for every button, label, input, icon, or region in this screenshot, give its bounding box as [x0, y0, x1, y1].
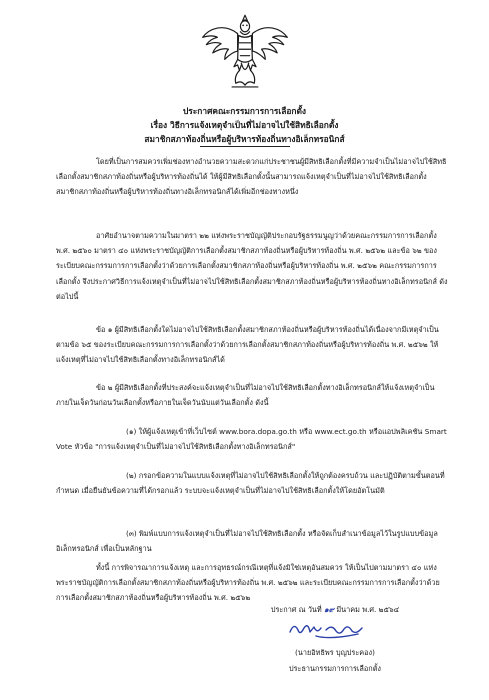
- signer-title: ประธานกรรมการการเลือกตั้ง: [288, 664, 381, 673]
- title-divider: [200, 146, 290, 147]
- garuda-emblem-icon: [199, 6, 291, 98]
- preamble-paragraph: โดยที่เป็นการสมควรเพิ่มช่องทางอำนวยความสะดวกแก่ประชาชนผู้มีสิทธิเลือกตั้งที่มีความจำเป็นไม่อาจไปใช้สิทธิเลือกตั้งสมาชิกสภาท้องถิ่นหรือผู้บริหารท้องถิ่นได้ ให้ผู้มีสิทธิเลือกตั้งนั้นสามารถแจ้งเหตุจำเป็นที่ไม่อาจไปใช้สิทธิเลือกตั้งสมาชิกสภาท้องถิ่นหรือผู้บริหารท้องถิ่นทางอิเล็กทรอนิกส์ได้เพิ่มอีกช่องทางหนึ่ง: [56, 157, 447, 197]
- date-day: ๑๙: [324, 605, 335, 614]
- clause-1: ข้อ ๑ ผู้มีสิทธิเลือกตั้งใดไม่อาจไปใช้สิทธิเลือกตั้งสมาชิกสภาท้องถิ่นหรือผู้บริหารท้องถิ่นได้เนื่องจากมีเหตุจำเป็นตามข้อ ๖๕ ของระเบียบคณะกรรมการการเลือกตั้งว่าด้วยการเลือกตั้งสมาชิกสภาท้องถิ่นหรือผู้บริหารท้องถิ่น พ.ศ. ๒๕๖๒ ให้แจ้งเหตุที่ไม่อาจไปใช้สิทธิเลือกตั้งทางอิเล็กทรอนิกส์ได้: [56, 325, 439, 365]
- handwritten-signature: [286, 618, 372, 642]
- clause-2-item-1: (๑) ให้ผู้แจ้งเหตุเข้าที่เว็บไซต์ www.bora.dopa.go.th หรือ www.ect.go.th หรือแอปพลิเคชัน Smart Vote หัวข้อ "การแจ้งเหตุจำเป็นที่ไม่อาจไปใช้สิทธิเลือกตั้งทางอิเล็กทรอนิกส์": [56, 427, 447, 452]
- closing-paragraph: ทั้งนี้ การพิจารณาการแจ้งเหตุ และการอุทธรณ์กรณีเหตุที่แจ้งมิใช่เหตุอันสมควร ให้เป็นไปตามมาตรา ๔๐ แห่งพระราชบัญญัติการเลือกตั้งสมาชิกสภาท้องถิ่นหรือผู้บริหารท้องถิ่น พ.ศ. ๒๕๖๒ และระเบียบคณะกรรมการการเลือกตั้งว่าด้วยการเลือกตั้งสมาชิกสภาท้องถิ่นหรือผู้บริหารท้องถิ่น พ.ศ. ๒๕๖๒: [56, 563, 440, 603]
- clause-2-item-3: (๓) พิมพ์แบบการแจ้งเหตุจำเป็นที่ไม่อาจไปใช้สิทธิเลือกตั้ง หรือจัดเก็บสำเนาข้อมูลไว้ในรูปแบบข้อมูลอิเล็กทรอนิกส์ เพื่อเป็นหลักฐาน: [56, 529, 438, 554]
- clause-2: ข้อ ๒ ผู้มีสิทธิเลือกตั้งที่ประสงค์จะแจ้งเหตุจำเป็นที่ไม่อาจไปใช้สิทธิเลือกตั้งทางอิเล็กทรอนิกส์ให้แจ้งเหตุจำเป็นภายในเจ็ดวันก่อนวันเลือกตั้งหรือภายในเจ็ดวันนับแต่วันเลือกตั้ง ดังนี้: [56, 383, 435, 408]
- signer-name: (นายอิทธิพร บุญประคอง): [295, 648, 375, 657]
- announcement-title: ประกาศคณะกรรมการการเลือกตั้ง: [182, 106, 307, 116]
- announcement-subject-line2: สมาชิกสภาท้องถิ่นหรือผู้บริหารท้องถิ่นทางอิเล็กทรอนิกส์: [144, 134, 345, 144]
- announcement-subject: เรื่อง วิธีการแจ้งเหตุจำเป็นที่ไม่อาจไปใช้สิทธิเลือกตั้ง: [150, 120, 339, 130]
- clause-2-item-2: (๒) กรอกข้อความในแบบแจ้งเหตุที่ไม่อาจไปใช้สิทธิเลือกตั้งให้ถูกต้องครบถ้วน และปฏิบัติตามขั้นตอนที่กำหนด เมื่อยืนยันข้อความที่ได้กรอกแล้ว ระบบจะแจ้งเหตุจำเป็นที่ไม่อาจไปใช้สิทธิเลือกตั้งให้โดยอัตโนมัติ: [56, 471, 445, 496]
- announcement-date: ประกาศ ณ วันที่ ๑๙ มีนาคม พ.ศ. ๒๕๖๔: [270, 605, 400, 614]
- authority-paragraph: อาศัยอำนาจตามความในมาตรา ๒๒ แห่งพระราชบัญญัติประกอบรัฐธรรมนูญว่าด้วยคณะกรรมการการเลือกตั้ง พ.ศ. ๒๕๖๐ มาตรา ๔๐ แห่งพระราชบัญญัติการเลือกตั้งสมาชิกสภาท้องถิ่นหรือผู้บริหารท้องถิ่น พ.ศ. ๒๕๖๒ และข้อ ๖๒ ของระเบียบคณะกรรมการการเลือกตั้งว่าด้วยการเลือกตั้งสมาชิกสภาท้องถิ่นหรือผู้บริหารท้องถิ่น พ.ศ. ๒๕๖๒ คณะกรรมการการเลือกตั้ง จึงประกาศวิธีการแจ้งเหตุจำเป็นที่ไม่อาจไปใช้สิทธิเลือกตั้งสมาชิกสภาท้องถิ่นหรือผู้บริหารท้องถิ่นทางอิเล็กทรอนิกส์ ดังต่อไปนี้: [56, 231, 448, 301]
